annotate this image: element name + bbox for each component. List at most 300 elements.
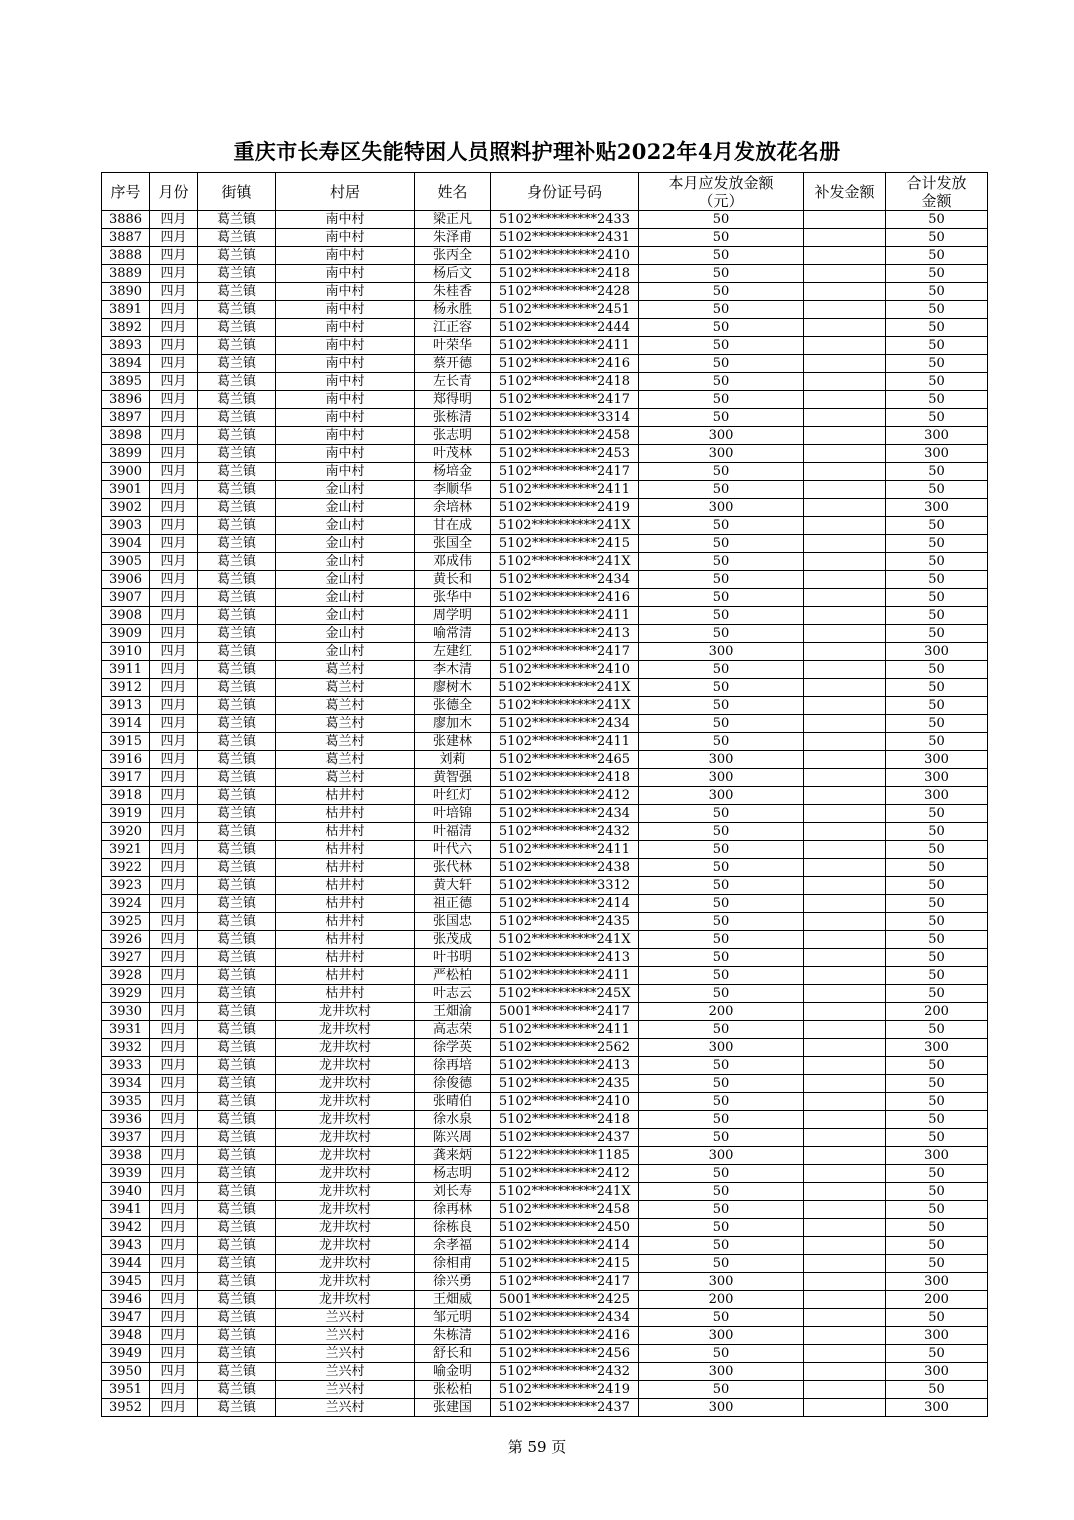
cell-month: 四月	[150, 589, 198, 607]
cell-name: 李顺华	[415, 481, 491, 499]
cell-town: 葛兰镇	[198, 1129, 276, 1147]
cell-village: 金山村	[276, 517, 415, 535]
cell-month: 四月	[150, 1255, 198, 1273]
table-row	[102, 265, 988, 283]
cell-name: 叶红灯	[415, 787, 491, 805]
cell-month: 四月	[150, 1345, 198, 1363]
cell-town: 葛兰镇	[198, 715, 276, 733]
cell-monthly-amount: 50	[639, 319, 804, 337]
cell-town: 葛兰镇	[198, 877, 276, 895]
cell-month: 四月	[150, 445, 198, 463]
table-row	[102, 373, 988, 391]
cell-town: 葛兰镇	[198, 1363, 276, 1381]
table-row	[102, 895, 988, 913]
cell-monthly-amount: 50	[639, 409, 804, 427]
cell-month: 四月	[150, 679, 198, 697]
cell-supplement-amount	[804, 751, 886, 769]
table-row	[102, 1129, 988, 1147]
cell-month: 四月	[150, 661, 198, 679]
cell-monthly-amount: 50	[639, 535, 804, 553]
cell-village: 龙井坎村	[276, 1255, 415, 1273]
cell-village: 南中村	[276, 229, 415, 247]
cell-village: 金山村	[276, 607, 415, 625]
cell-month: 四月	[150, 769, 198, 787]
cell-village: 南中村	[276, 319, 415, 337]
cell-town: 葛兰镇	[198, 1381, 276, 1399]
cell-supplement-amount	[804, 1273, 886, 1291]
cell-serial-no: 3934	[102, 1075, 150, 1093]
cell-total-amount: 300	[886, 499, 988, 517]
cell-total-amount: 50	[886, 805, 988, 823]
cell-total-amount: 50	[886, 1057, 988, 1075]
cell-supplement-amount	[804, 445, 886, 463]
cell-id-number: 5102**********2419	[491, 499, 639, 517]
table-row	[102, 1003, 988, 1021]
cell-id-number: 5102**********2418	[491, 769, 639, 787]
cell-serial-no: 3938	[102, 1147, 150, 1165]
cell-name: 舒长和	[415, 1345, 491, 1363]
cell-name: 郑得明	[415, 391, 491, 409]
cell-total-amount: 50	[886, 481, 988, 499]
cell-id-number: 5102**********2444	[491, 319, 639, 337]
cell-total-amount: 50	[886, 715, 988, 733]
cell-village: 龙井坎村	[276, 1183, 415, 1201]
cell-name: 王畑威	[415, 1291, 491, 1309]
cell-town: 葛兰镇	[198, 553, 276, 571]
cell-village: 南中村	[276, 355, 415, 373]
cell-month: 四月	[150, 247, 198, 265]
cell-name: 张晴伯	[415, 1093, 491, 1111]
table-row	[102, 1363, 988, 1381]
cell-village: 兰兴村	[276, 1381, 415, 1399]
cell-total-amount: 50	[886, 589, 988, 607]
cell-town: 葛兰镇	[198, 1345, 276, 1363]
cell-village: 南中村	[276, 337, 415, 355]
table-row	[102, 427, 988, 445]
table-row	[102, 949, 988, 967]
cell-village: 枯井村	[276, 895, 415, 913]
cell-name: 李木清	[415, 661, 491, 679]
cell-town: 葛兰镇	[198, 643, 276, 661]
cell-serial-no: 3930	[102, 1003, 150, 1021]
cell-supplement-amount	[804, 1381, 886, 1399]
cell-supplement-amount	[804, 319, 886, 337]
cell-serial-no: 3945	[102, 1273, 150, 1291]
cell-id-number: 5102**********2435	[491, 1075, 639, 1093]
cell-total-amount: 50	[886, 211, 988, 229]
cell-supplement-amount	[804, 967, 886, 985]
cell-serial-no: 3917	[102, 769, 150, 787]
cell-monthly-amount: 50	[639, 1093, 804, 1111]
cell-supplement-amount	[804, 1021, 886, 1039]
cell-town: 葛兰镇	[198, 535, 276, 553]
cell-town: 葛兰镇	[198, 1219, 276, 1237]
table-row	[102, 1255, 988, 1273]
cell-name: 邓成伟	[415, 553, 491, 571]
table-row	[102, 409, 988, 427]
cell-month: 四月	[150, 985, 198, 1003]
cell-supplement-amount	[804, 1129, 886, 1147]
cell-monthly-amount: 300	[639, 1363, 804, 1381]
cell-id-number: 5102**********241X	[491, 1183, 639, 1201]
cell-serial-no: 3899	[102, 445, 150, 463]
cell-village: 南中村	[276, 247, 415, 265]
cell-id-number: 5102**********2417	[491, 463, 639, 481]
cell-supplement-amount	[804, 355, 886, 373]
cell-total-amount: 50	[886, 1345, 988, 1363]
cell-id-number: 5102**********2434	[491, 715, 639, 733]
cell-supplement-amount	[804, 931, 886, 949]
cell-month: 四月	[150, 1399, 198, 1417]
cell-town: 葛兰镇	[198, 787, 276, 805]
cell-town: 葛兰镇	[198, 1075, 276, 1093]
cell-village: 龙井坎村	[276, 1165, 415, 1183]
cell-village: 兰兴村	[276, 1327, 415, 1345]
cell-monthly-amount: 50	[639, 517, 804, 535]
cell-month: 四月	[150, 481, 198, 499]
cell-serial-no: 3886	[102, 211, 150, 229]
table-row	[102, 1057, 988, 1075]
cell-name: 杨培金	[415, 463, 491, 481]
cell-total-amount: 50	[886, 1165, 988, 1183]
table-row	[102, 985, 988, 1003]
cell-serial-no: 3889	[102, 265, 150, 283]
cell-village: 金山村	[276, 643, 415, 661]
cell-name: 张松柏	[415, 1381, 491, 1399]
cell-supplement-amount	[804, 1075, 886, 1093]
cell-supplement-amount	[804, 1237, 886, 1255]
cell-monthly-amount: 50	[639, 661, 804, 679]
cell-supplement-amount	[804, 1201, 886, 1219]
column-header-total-amount: 合计发放 金额	[886, 173, 988, 211]
cell-name: 张志明	[415, 427, 491, 445]
cell-village: 南中村	[276, 445, 415, 463]
cell-total-amount: 300	[886, 1363, 988, 1381]
cell-village: 龙井坎村	[276, 1201, 415, 1219]
cell-name: 周学明	[415, 607, 491, 625]
cell-supplement-amount	[804, 679, 886, 697]
cell-name: 廖加木	[415, 715, 491, 733]
table-row	[102, 1237, 988, 1255]
cell-name: 张德全	[415, 697, 491, 715]
cell-supplement-amount	[804, 661, 886, 679]
cell-month: 四月	[150, 283, 198, 301]
cell-monthly-amount: 50	[639, 391, 804, 409]
cell-serial-no: 3927	[102, 949, 150, 967]
cell-name: 徐相甫	[415, 1255, 491, 1273]
cell-monthly-amount: 50	[639, 985, 804, 1003]
cell-total-amount: 300	[886, 1399, 988, 1417]
cell-id-number: 5102**********3312	[491, 877, 639, 895]
cell-month: 四月	[150, 265, 198, 283]
cell-total-amount: 300	[886, 1039, 988, 1057]
cell-id-number: 5102**********2451	[491, 301, 639, 319]
cell-name: 甘在成	[415, 517, 491, 535]
cell-total-amount: 50	[886, 553, 988, 571]
cell-village: 龙井坎村	[276, 1219, 415, 1237]
cell-village: 龙井坎村	[276, 1111, 415, 1129]
cell-village: 枯井村	[276, 985, 415, 1003]
cell-town: 葛兰镇	[198, 895, 276, 913]
cell-month: 四月	[150, 1273, 198, 1291]
cell-monthly-amount: 50	[639, 589, 804, 607]
cell-serial-no: 3898	[102, 427, 150, 445]
table-row	[102, 625, 988, 643]
cell-name: 朱桂香	[415, 283, 491, 301]
cell-total-amount: 300	[886, 1147, 988, 1165]
cell-month: 四月	[150, 1165, 198, 1183]
cell-town: 葛兰镇	[198, 283, 276, 301]
table-row	[102, 283, 988, 301]
cell-monthly-amount: 50	[639, 1201, 804, 1219]
cell-supplement-amount	[804, 841, 886, 859]
cell-total-amount: 200	[886, 1291, 988, 1309]
cell-id-number: 5102**********241X	[491, 931, 639, 949]
cell-town: 葛兰镇	[198, 967, 276, 985]
cell-id-number: 5102**********2419	[491, 1381, 639, 1399]
cell-town: 葛兰镇	[198, 841, 276, 859]
cell-village: 龙井坎村	[276, 1237, 415, 1255]
cell-village: 南中村	[276, 391, 415, 409]
cell-name: 黄长和	[415, 571, 491, 589]
cell-id-number: 5102**********2435	[491, 913, 639, 931]
cell-name: 邹元明	[415, 1309, 491, 1327]
cell-id-number: 5102**********2434	[491, 805, 639, 823]
cell-serial-no: 3950	[102, 1363, 150, 1381]
cell-total-amount: 50	[886, 679, 988, 697]
cell-id-number: 5102**********2417	[491, 643, 639, 661]
cell-serial-no: 3909	[102, 625, 150, 643]
cell-serial-no: 3906	[102, 571, 150, 589]
table-row	[102, 301, 988, 319]
cell-serial-no: 3915	[102, 733, 150, 751]
cell-supplement-amount	[804, 229, 886, 247]
cell-town: 葛兰镇	[198, 1255, 276, 1273]
cell-serial-no: 3907	[102, 589, 150, 607]
cell-village: 葛兰村	[276, 679, 415, 697]
column-header-town: 街镇	[198, 173, 276, 211]
table-row	[102, 1219, 988, 1237]
cell-name: 叶志云	[415, 985, 491, 1003]
cell-monthly-amount: 50	[639, 1129, 804, 1147]
cell-town: 葛兰镇	[198, 949, 276, 967]
cell-month: 四月	[150, 571, 198, 589]
cell-name: 王畑渝	[415, 1003, 491, 1021]
cell-serial-no: 3914	[102, 715, 150, 733]
cell-name: 叶培锦	[415, 805, 491, 823]
cell-town: 葛兰镇	[198, 247, 276, 265]
cell-serial-no: 3904	[102, 535, 150, 553]
cell-total-amount: 300	[886, 1327, 988, 1345]
cell-monthly-amount: 200	[639, 1003, 804, 1021]
cell-serial-no: 3948	[102, 1327, 150, 1345]
cell-supplement-amount	[804, 1039, 886, 1057]
cell-total-amount: 50	[886, 895, 988, 913]
cell-serial-no: 3916	[102, 751, 150, 769]
cell-id-number: 5102**********2458	[491, 1201, 639, 1219]
cell-village: 枯井村	[276, 949, 415, 967]
cell-total-amount: 50	[886, 1111, 988, 1129]
cell-monthly-amount: 200	[639, 1291, 804, 1309]
cell-name: 喻金明	[415, 1363, 491, 1381]
cell-supplement-amount	[804, 1399, 886, 1417]
cell-supplement-amount	[804, 481, 886, 499]
cell-id-number: 5001**********2425	[491, 1291, 639, 1309]
cell-month: 四月	[150, 211, 198, 229]
cell-month: 四月	[150, 733, 198, 751]
cell-town: 葛兰镇	[198, 373, 276, 391]
cell-id-number: 5102**********241X	[491, 679, 639, 697]
cell-village: 兰兴村	[276, 1363, 415, 1381]
cell-name: 余培林	[415, 499, 491, 517]
table-row	[102, 751, 988, 769]
cell-id-number: 5102**********2416	[491, 589, 639, 607]
cell-monthly-amount: 50	[639, 355, 804, 373]
table-row	[102, 1309, 988, 1327]
cell-village: 南中村	[276, 265, 415, 283]
cell-id-number: 5102**********2411	[491, 841, 639, 859]
cell-village: 南中村	[276, 283, 415, 301]
table-row	[102, 463, 988, 481]
cell-supplement-amount	[804, 1003, 886, 1021]
cell-supplement-amount	[804, 463, 886, 481]
cell-serial-no: 3922	[102, 859, 150, 877]
cell-town: 葛兰镇	[198, 463, 276, 481]
cell-name: 徐俊德	[415, 1075, 491, 1093]
cell-id-number: 5001**********2417	[491, 1003, 639, 1021]
cell-serial-no: 3941	[102, 1201, 150, 1219]
cell-name: 徐学英	[415, 1039, 491, 1057]
cell-monthly-amount: 50	[639, 715, 804, 733]
cell-id-number: 5102**********2458	[491, 427, 639, 445]
cell-village: 葛兰村	[276, 733, 415, 751]
cell-monthly-amount: 50	[639, 553, 804, 571]
cell-serial-no: 3887	[102, 229, 150, 247]
cell-town: 葛兰镇	[198, 337, 276, 355]
cell-name: 喻常清	[415, 625, 491, 643]
cell-supplement-amount	[804, 1147, 886, 1165]
cell-supplement-amount	[804, 1309, 886, 1327]
cell-month: 四月	[150, 1309, 198, 1327]
cell-supplement-amount	[804, 1057, 886, 1075]
cell-town: 葛兰镇	[198, 1093, 276, 1111]
cell-id-number: 5102**********2450	[491, 1219, 639, 1237]
cell-total-amount: 50	[886, 967, 988, 985]
cell-total-amount: 50	[886, 301, 988, 319]
cell-monthly-amount: 50	[639, 1165, 804, 1183]
cell-supplement-amount	[804, 715, 886, 733]
cell-monthly-amount: 50	[639, 679, 804, 697]
cell-id-number: 5102**********2413	[491, 625, 639, 643]
cell-month: 四月	[150, 409, 198, 427]
cell-name: 江正容	[415, 319, 491, 337]
cell-supplement-amount	[804, 283, 886, 301]
table-row	[102, 571, 988, 589]
cell-serial-no: 3935	[102, 1093, 150, 1111]
cell-town: 葛兰镇	[198, 391, 276, 409]
cell-month: 四月	[150, 337, 198, 355]
cell-supplement-amount	[804, 211, 886, 229]
cell-supplement-amount	[804, 1255, 886, 1273]
cell-total-amount: 50	[886, 859, 988, 877]
cell-name: 黄大轩	[415, 877, 491, 895]
cell-village: 枯井村	[276, 877, 415, 895]
cell-town: 葛兰镇	[198, 211, 276, 229]
table-row	[102, 1399, 988, 1417]
cell-village: 枯井村	[276, 787, 415, 805]
cell-name: 张建林	[415, 733, 491, 751]
cell-town: 葛兰镇	[198, 751, 276, 769]
cell-serial-no: 3928	[102, 967, 150, 985]
cell-supplement-amount	[804, 985, 886, 1003]
table-row	[102, 481, 988, 499]
cell-serial-no: 3892	[102, 319, 150, 337]
cell-month: 四月	[150, 391, 198, 409]
cell-supplement-amount	[804, 499, 886, 517]
cell-village: 南中村	[276, 463, 415, 481]
cell-name: 徐兴勇	[415, 1273, 491, 1291]
cell-serial-no: 3929	[102, 985, 150, 1003]
cell-town: 葛兰镇	[198, 985, 276, 1003]
cell-total-amount: 50	[886, 373, 988, 391]
table-row	[102, 931, 988, 949]
cell-town: 葛兰镇	[198, 1021, 276, 1039]
cell-village: 金山村	[276, 535, 415, 553]
cell-town: 葛兰镇	[198, 1237, 276, 1255]
cell-supplement-amount	[804, 805, 886, 823]
cell-supplement-amount	[804, 625, 886, 643]
cell-id-number: 5102**********2437	[491, 1399, 639, 1417]
cell-month: 四月	[150, 355, 198, 373]
cell-supplement-amount	[804, 895, 886, 913]
table-row	[102, 337, 988, 355]
cell-id-number: 5102**********2431	[491, 229, 639, 247]
cell-month: 四月	[150, 1381, 198, 1399]
cell-monthly-amount: 50	[639, 265, 804, 283]
cell-supplement-amount	[804, 427, 886, 445]
cell-total-amount: 50	[886, 1309, 988, 1327]
cell-month: 四月	[150, 1237, 198, 1255]
cell-name: 张国忠	[415, 913, 491, 931]
page-number: 第 59 页	[507, 1438, 567, 1456]
cell-name: 余孝福	[415, 1237, 491, 1255]
cell-id-number: 5102**********2433	[491, 211, 639, 229]
column-header-village: 村居	[276, 173, 415, 211]
cell-monthly-amount: 300	[639, 1147, 804, 1165]
cell-name: 张丙全	[415, 247, 491, 265]
cell-supplement-amount	[804, 571, 886, 589]
cell-id-number: 5102**********2465	[491, 751, 639, 769]
cell-month: 四月	[150, 841, 198, 859]
cell-id-number: 5102**********2410	[491, 661, 639, 679]
cell-monthly-amount: 50	[639, 283, 804, 301]
table-row	[102, 823, 988, 841]
cell-village: 南中村	[276, 211, 415, 229]
cell-month: 四月	[150, 787, 198, 805]
cell-total-amount: 300	[886, 751, 988, 769]
cell-id-number: 5102**********2453	[491, 445, 639, 463]
cell-serial-no: 3910	[102, 643, 150, 661]
cell-total-amount: 50	[886, 607, 988, 625]
cell-monthly-amount: 50	[639, 1075, 804, 1093]
cell-serial-no: 3946	[102, 1291, 150, 1309]
cell-monthly-amount: 50	[639, 967, 804, 985]
cell-name: 张建国	[415, 1399, 491, 1417]
cell-name: 叶书明	[415, 949, 491, 967]
cell-id-number: 5102**********2411	[491, 337, 639, 355]
cell-month: 四月	[150, 949, 198, 967]
cell-monthly-amount: 50	[639, 301, 804, 319]
